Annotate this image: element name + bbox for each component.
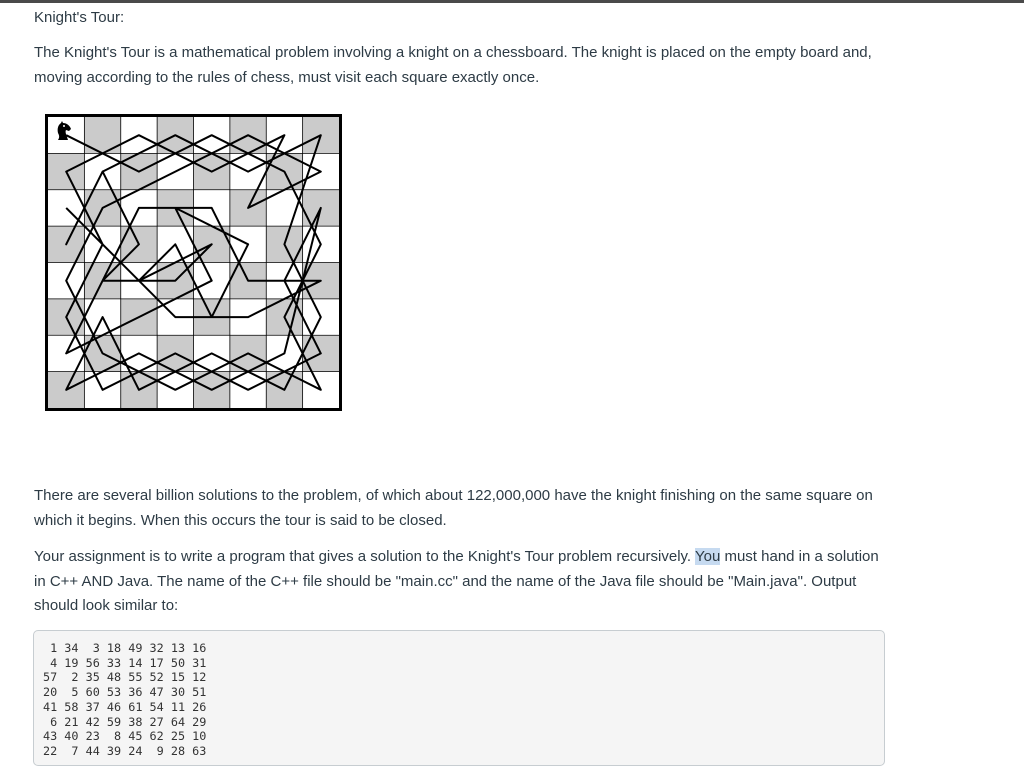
sample-output-block	[33, 630, 885, 766]
assignment-paragraph	[34, 545, 886, 619]
output-line: 57 2 35 48 55 52 15 12	[43, 670, 207, 685]
intro-paragraph: The Knight's Tour is a mathematical problem involving a knight on a chessboard. The knight is placed on the empty board and, moving according to the rules of chess, must visit each square exactly once.	[34, 44, 872, 86]
page-heading: Knight's Tour:	[34, 9, 125, 26]
assignment-text-end: must hand in a solution in C++ AND Java. The name of the C++ file should be "main.cc" and the name of the Java file should be "Main.java". Output should look similar to:	[34, 548, 879, 614]
assignment-text-start: Your assignment is to write a program that gives a solution to the Knight's Tour problem recursively.	[34, 548, 695, 565]
output-line: 1 34 3 18 49 32 13 16	[43, 641, 207, 655]
chessboard-diagram	[45, 114, 342, 411]
output-line: 20 5 60 53 36 47 30 51	[43, 685, 207, 700]
output-line: 6 21 42 59 38 27 64 29	[43, 714, 207, 729]
output-line: 41 58 37 46 61 54 11 26	[43, 699, 207, 714]
selected-text: You	[694, 548, 721, 565]
output-line: 43 40 23 8 45 62 25 10	[43, 729, 207, 744]
output-line: 22 7 44 39 24 9 28 63	[43, 743, 207, 758]
top-border	[0, 0, 1024, 3]
knights-tour-figure	[45, 114, 342, 411]
solutions-paragraph: There are several billion solutions to the problem, of which about 122,000,000 have the knight finishing on the same square on which it begins. When this occurs the tour is said to be closed.	[34, 487, 873, 529]
output-line: 4 19 56 33 14 17 50 31	[43, 655, 207, 670]
